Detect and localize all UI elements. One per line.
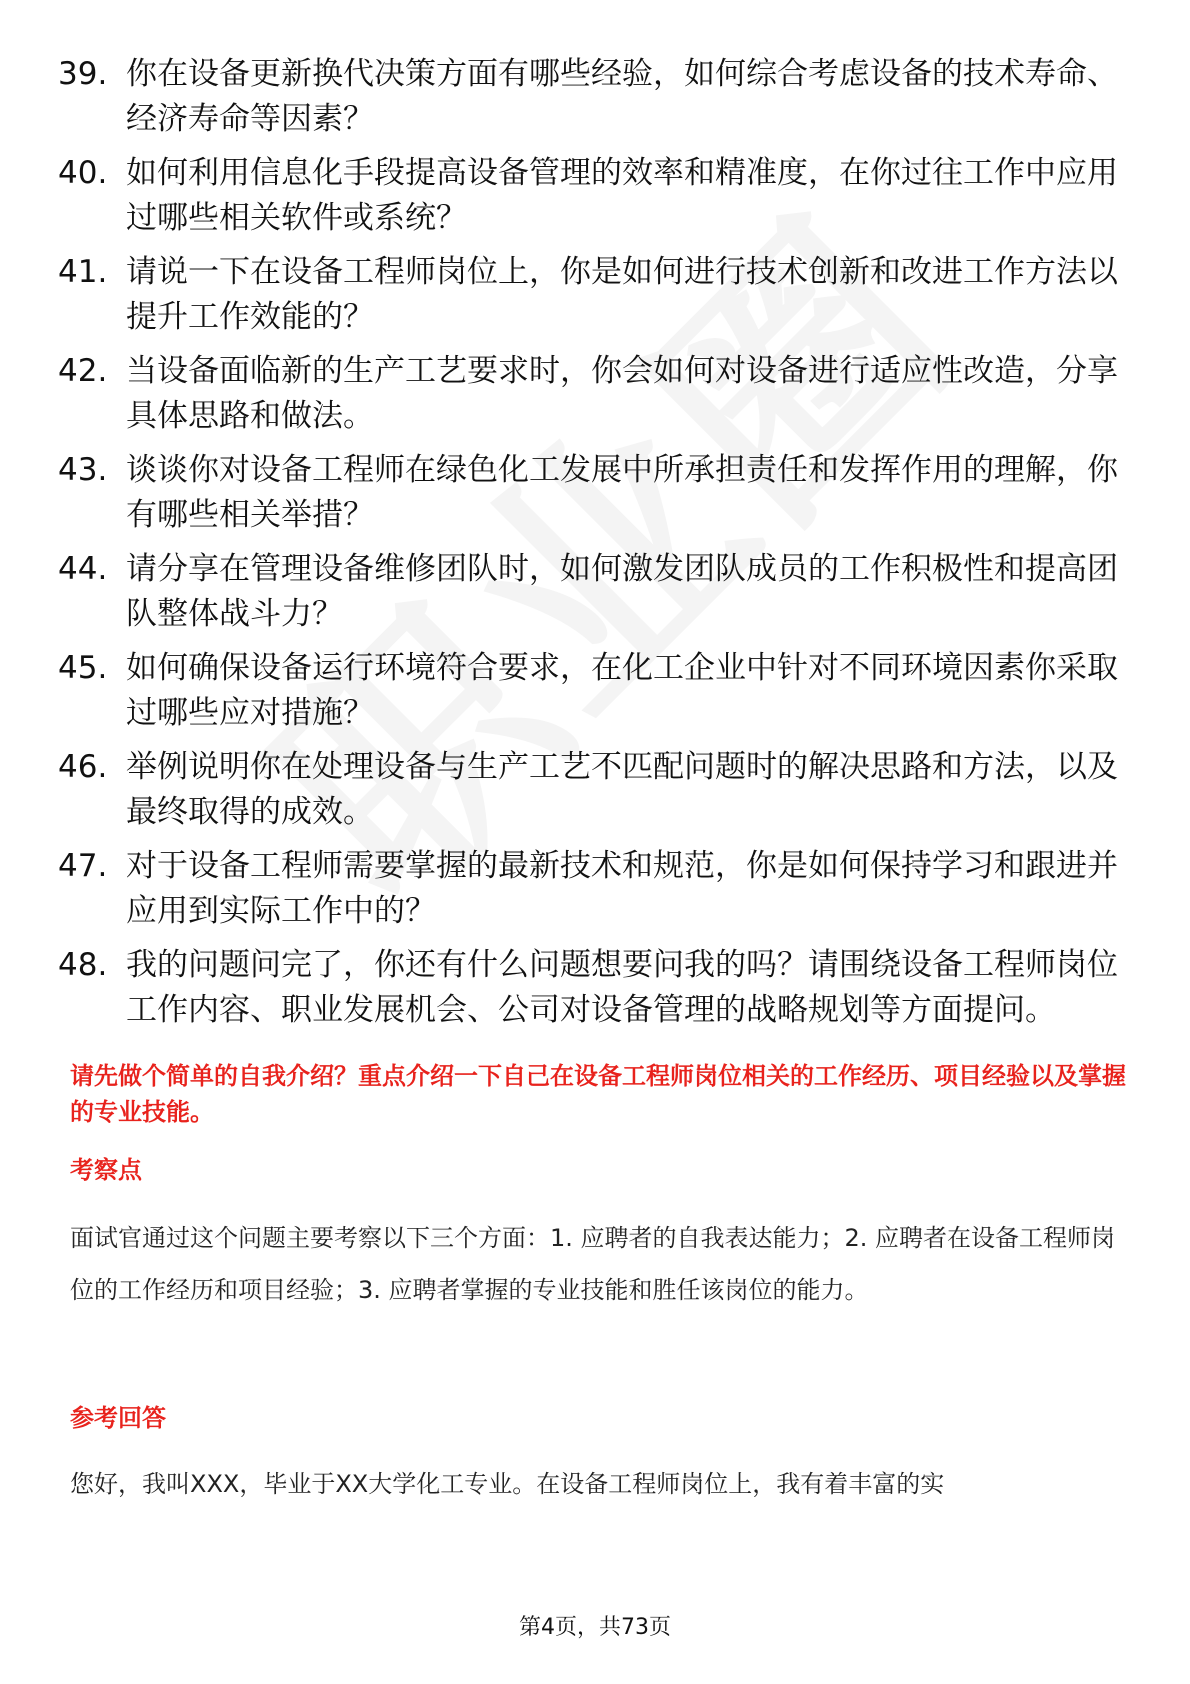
question-item (58, 349, 1138, 439)
question-text: 如何利用信息化手段提高设备管理的效率和精准度，在你过往工作中应用过哪些相关软件或系统？ (126, 155, 1118, 236)
question-number: 45. (58, 650, 108, 686)
question-text: 请分享在管理设备维修团队时，如何激发团队成员的工作积极性和提高团队整体战斗力？ (126, 551, 1118, 632)
question-text: 当设备面临新的生产工艺要求时，你会如何对设备进行适应性改造，分享具体思路和做法。 (126, 353, 1118, 434)
question-item (58, 151, 1138, 241)
question-item (58, 844, 1138, 934)
question-item (58, 547, 1138, 637)
question-item (58, 52, 1138, 142)
question-number: 46. (58, 749, 108, 785)
question-text: 我的问题问完了，你还有什么问题想要问我的吗？请围绕设备工程师岗位工作内容、职业发展机会、公司对设备管理的战略规划等方面提问。 (126, 947, 1118, 1028)
page-footer: 第4页，共73页 (519, 1615, 671, 1640)
question-item (58, 250, 1138, 340)
exam-points-heading: 考察点 (70, 1156, 142, 1184)
question-item (58, 943, 1138, 1033)
question-number: 44. (58, 551, 108, 587)
question-text: 对于设备工程师需要掌握的最新技术和规范，你是如何保持学习和跟进并应用到实际工作中的？ (126, 848, 1118, 929)
reference-answer-text: 您好，我叫XXX，毕业于XX大学化工专业。在设备工程师岗位上，我有着丰富的实 (70, 1470, 945, 1498)
question-number: 40. (58, 155, 108, 191)
question-number: 41. (58, 254, 108, 290)
exam-points-text: 面试官通过这个问题主要考察以下三个方面：1. 应聘者的自我表达能力；2. 应聘者在设备工程师岗位的工作经历和项目经验；3. 应聘者掌握的专业技能和胜任该岗位的能力。 (70, 1224, 1116, 1304)
question-text: 请说一下在设备工程师岗位上，你是如何进行技术创新和改进工作方法以提升工作效能的？ (126, 254, 1118, 335)
question-number: 48. (58, 947, 108, 983)
question-text: 如何确保设备运行环境符合要求，在化工企业中针对不同环境因素你采取过哪些应对措施？ (126, 650, 1118, 731)
question-number: 43. (58, 452, 108, 488)
question-item (58, 448, 1138, 538)
question-list (58, 52, 1138, 1042)
question-item (58, 646, 1138, 736)
question-text: 举例说明你在处理设备与生产工艺不匹配问题时的解决思路和方法，以及最终取得的成效。 (126, 749, 1118, 830)
question-text: 你在设备更新换代决策方面有哪些经验，如何综合考虑设备的技术寿命、经济寿命等因素？ (126, 56, 1118, 137)
question-number: 47. (58, 848, 108, 884)
highlight-question: 请先做个简单的自我介绍？重点介绍一下自己在设备工程师岗位相关的工作经历、项目经验以及掌握的专业技能。 (70, 1062, 1126, 1126)
reference-answer-heading: 参考回答 (70, 1404, 166, 1432)
question-number: 39. (58, 56, 108, 92)
question-item (58, 745, 1138, 835)
question-number: 42. (58, 353, 108, 389)
question-text: 谈谈你对设备工程师在绿色化工发展中所承担责任和发挥作用的理解，你有哪些相关举措？ (126, 452, 1118, 533)
